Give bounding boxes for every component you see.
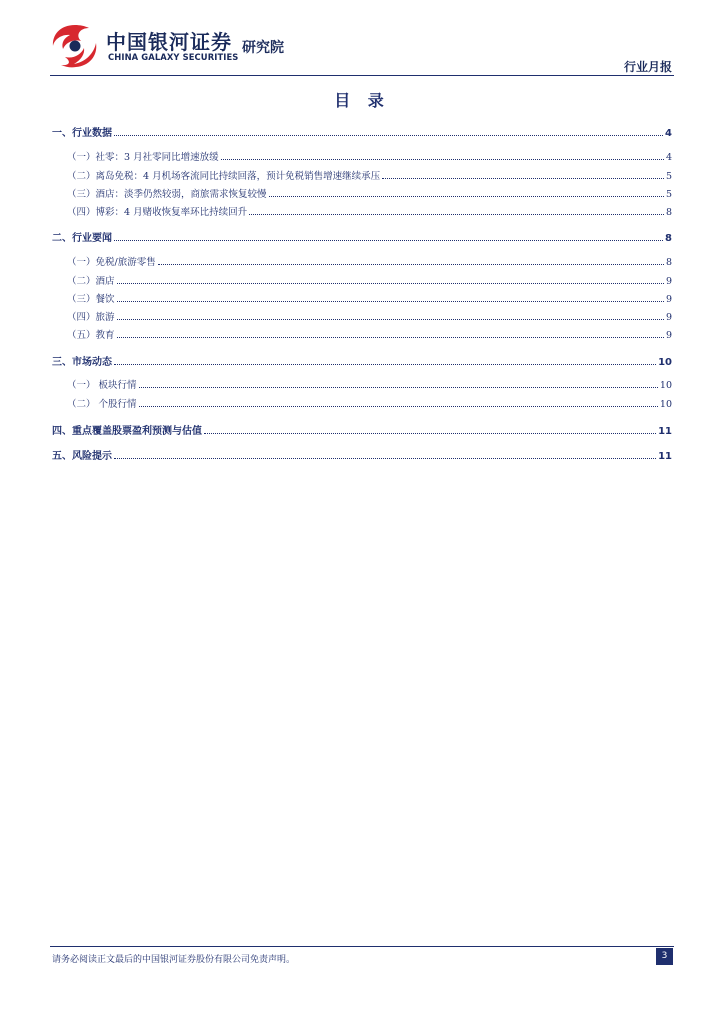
toc-subsection-entry[interactable] bbox=[52, 149, 672, 163]
toc-subsection-entry[interactable] bbox=[52, 204, 672, 218]
toc-entry-label: 四、重点覆盖股票盈利预测与估值 bbox=[52, 426, 202, 437]
toc-entry-label: （一）免税/旅游零售 bbox=[67, 257, 156, 268]
toc-entry-page: 4 bbox=[665, 128, 672, 139]
toc-entry-label: （一）社零：3 月社零同比增速放缓 bbox=[67, 152, 219, 163]
toc-subsection-entry[interactable] bbox=[52, 377, 672, 391]
toc-entry-page: 11 bbox=[658, 451, 672, 462]
toc-section-entry[interactable] bbox=[52, 422, 672, 436]
toc-dot-leader bbox=[114, 240, 663, 241]
footer-divider bbox=[50, 946, 674, 947]
toc-entry-page: 5 bbox=[665, 171, 672, 182]
toc-subsection-entry[interactable] bbox=[52, 327, 672, 341]
toc-dot-leader bbox=[249, 214, 664, 215]
toc-subsection-entry[interactable] bbox=[52, 273, 672, 287]
toc-section-entry[interactable] bbox=[52, 447, 672, 461]
toc-dot-leader bbox=[117, 283, 664, 284]
toc-dot-leader bbox=[221, 159, 664, 160]
toc-entry-page: 9 bbox=[665, 294, 672, 305]
toc-entry-page: 8 bbox=[665, 207, 672, 218]
header-divider bbox=[50, 75, 674, 76]
toc-dot-leader bbox=[139, 406, 658, 407]
toc-entry-page: 9 bbox=[665, 312, 672, 323]
toc-entry-page: 8 bbox=[665, 257, 672, 268]
toc-entry-label: （二）离岛免税：4 月机场客流同比持续回落，预计免税销售增速继续承压 bbox=[67, 171, 381, 182]
toc-entry-page: 10 bbox=[659, 380, 672, 391]
toc-subsection-entry[interactable] bbox=[52, 309, 672, 323]
toc-dot-leader bbox=[382, 178, 664, 179]
toc-entry-label: （一） 板块行情 bbox=[67, 380, 137, 391]
toc-subsection-entry[interactable] bbox=[52, 396, 672, 410]
toc-entry-page: 9 bbox=[665, 330, 672, 341]
toc-entry-page: 9 bbox=[665, 276, 672, 287]
toc-section-entry[interactable] bbox=[52, 229, 672, 243]
toc-dot-leader bbox=[117, 301, 664, 302]
toc-dot-leader bbox=[204, 433, 656, 434]
toc-subsection-entry[interactable] bbox=[52, 186, 672, 200]
toc-entry-label: （三）餐饮 bbox=[67, 294, 115, 305]
brand-name-en: CHINA GALAXY SECURITIES bbox=[108, 52, 239, 62]
toc-entry-label: 五、风险提示 bbox=[52, 451, 112, 462]
toc-entry-label: 一、行业数据 bbox=[52, 128, 112, 139]
toc-section-entry[interactable] bbox=[52, 124, 672, 138]
toc-dot-leader bbox=[114, 364, 656, 365]
toc-entry-page: 10 bbox=[659, 399, 672, 410]
toc-dot-leader bbox=[269, 196, 664, 197]
toc-dot-leader bbox=[117, 319, 664, 320]
toc-entry-page: 11 bbox=[658, 426, 672, 437]
toc-entry-label: 二、行业要闻 bbox=[52, 233, 112, 244]
toc-title: 目 录 bbox=[334, 91, 390, 110]
toc-dot-leader bbox=[114, 458, 656, 459]
toc-dot-leader bbox=[114, 135, 663, 136]
galaxy-logo-icon bbox=[50, 22, 100, 68]
toc-entry-label: （三）酒店：淡季仍然较弱，商旅需求恢复较慢 bbox=[67, 189, 267, 200]
toc-section-entry[interactable] bbox=[52, 353, 672, 367]
report-type-label: 行业月报 bbox=[623, 60, 672, 74]
toc-entry-page: 5 bbox=[665, 189, 672, 200]
toc-entry-label: （二） 个股行情 bbox=[67, 399, 137, 410]
toc-subsection-entry[interactable] bbox=[52, 254, 672, 268]
toc-entry-page: 4 bbox=[665, 152, 672, 163]
toc-entry-label: （五）教育 bbox=[67, 330, 115, 341]
toc-entry-page: 8 bbox=[665, 233, 672, 244]
toc-entry-label: 三、市场动态 bbox=[52, 357, 112, 368]
brand-name-cn: 中国银河证券 bbox=[106, 30, 232, 54]
toc-dot-leader bbox=[139, 387, 658, 388]
institute-label: 研究院 bbox=[242, 40, 284, 56]
page-number: 3 bbox=[656, 948, 673, 965]
footer-disclaimer: 请务必阅读正文最后的中国银河证券股份有限公司免责声明。 bbox=[52, 955, 296, 965]
toc-dot-leader bbox=[117, 337, 664, 338]
toc-dot-leader bbox=[158, 264, 664, 265]
toc-entry-page: 10 bbox=[658, 357, 672, 368]
toc-entry-label: （二）酒店 bbox=[67, 276, 115, 287]
toc-entry-label: （四）旅游 bbox=[67, 312, 115, 323]
toc-entry-label: （四）博彩：4 月赌收恢复率环比持续回升 bbox=[67, 207, 248, 218]
toc-subsection-entry[interactable] bbox=[52, 168, 672, 182]
toc-subsection-entry[interactable] bbox=[52, 291, 672, 305]
